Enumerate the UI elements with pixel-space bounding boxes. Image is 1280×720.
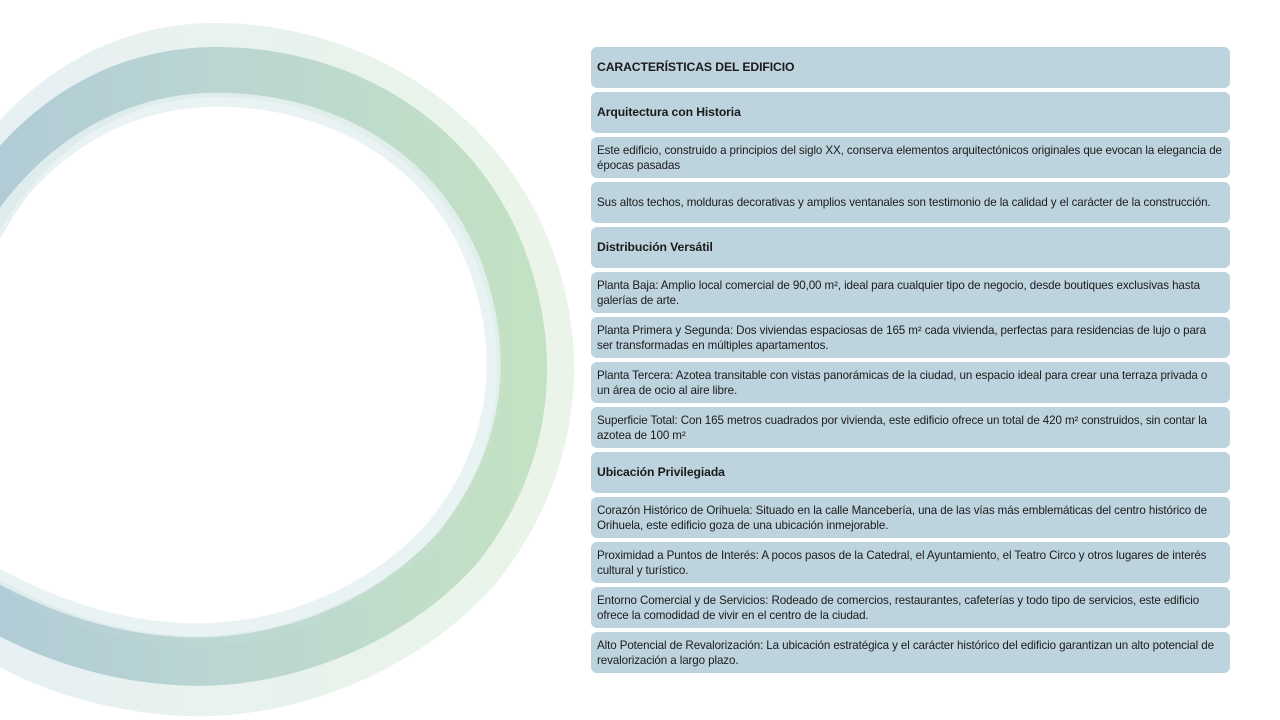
list-item-text: Planta Tercera: Azotea transitable con vistas panorámicas de la ciudad, un espacio ideal para crear una terraza privada o un área de ocio al aire libre. (597, 368, 1208, 397)
ring-inner-edge (0, 100, 494, 631)
list-item (591, 317, 1230, 358)
subheading-architecture (591, 92, 1230, 133)
list-item-text: Planta Primera y Segunda: Dos viviendas espaciosas de 165 m² cada vivienda, perfectas para residencias de lujo o para ser transformadas en múltiples apartamentos. (597, 323, 1206, 352)
list-item-text: Proximidad a Puntos de Interés: A pocos pasos de la Catedral, el Ayuntamiento, el Teatro Circo y otros lugares de interés cultural y turístico. (597, 548, 1207, 577)
list-item (591, 587, 1230, 628)
list-item-text: Planta Baja: Amplio local comercial de 90,00 m², ideal para cualquier tipo de negocio, desde boutiques exclusivas hasta galerías de arte. (597, 278, 1200, 307)
list-item-text: Superficie Total: Con 165 metros cuadrados por vivienda, este edificio ofrece un total de 420 m² construidos, sin contar la azotea de 100 m² (597, 413, 1208, 442)
section-title (591, 47, 1230, 88)
subheading-text: Distribución Versátil (597, 240, 713, 254)
list-item (591, 137, 1230, 178)
building-features-panel (591, 47, 1230, 677)
subheading-distribution (591, 227, 1230, 268)
subheading-location (591, 452, 1230, 493)
list-item (591, 362, 1230, 403)
list-item-text: Alto Potencial de Revalorización: La ubicación estratégica y el carácter histórico del edificio garantizan un alto potencial de revalorización a largo plazo. (597, 638, 1214, 667)
list-item (591, 542, 1230, 583)
subheading-text: Ubicación Privilegiada (597, 465, 725, 479)
list-item (591, 497, 1230, 538)
list-item-text: Corazón Histórico de Orihuela: Situado en la calle Mancebería, una de las vías más emblemáticas del centro histórico de Orihuela, este edificio goza de una ubicación inmejorable. (597, 503, 1207, 532)
list-item (591, 182, 1230, 223)
list-item (591, 632, 1230, 673)
list-item-text: Sus altos techos, molduras decorativas y amplios ventanales son testimonio de la calidad y el carácter de la construcción. (597, 196, 1211, 209)
list-item (591, 407, 1230, 448)
subheading-text: Arquitectura con Historia (597, 105, 741, 119)
list-item (591, 272, 1230, 313)
ring-band (0, 72, 522, 661)
section-title-text: CARACTERÍSTICAS DEL EDIFICIO (597, 60, 795, 74)
gradient-ring-graphic-icon (0, 0, 580, 720)
list-item-text: Este edificio, construido a principios del siglo XX, conserva elementos arquitectónicos originales que evocan la elegancia de épocas pasadas (597, 143, 1222, 172)
list-item-text: Entorno Comercial y de Servicios: Rodeado de comercios, restaurantes, cafeterías y todo tipo de servicios, este edificio ofrece la comodidad de vivir en el centro de la ciudad. (597, 593, 1200, 622)
